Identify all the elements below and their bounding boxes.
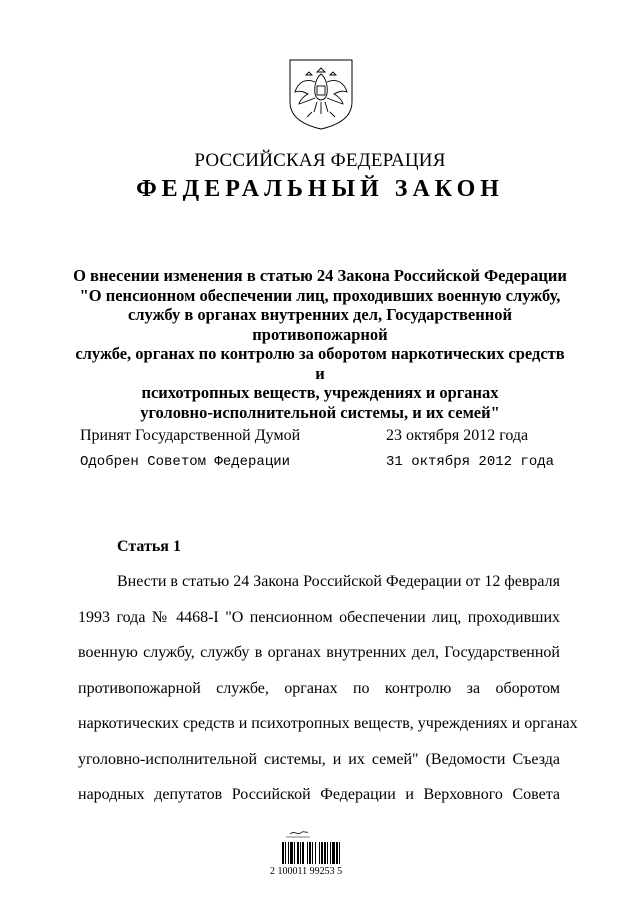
article-body-line: военную службу, службу в органах внутренних дел, Государственной <box>78 644 560 661</box>
article-body-line: уголовно-исполнительной системы, и их семей" (Ведомости Съезда <box>78 750 560 768</box>
barcode-number: 2 100011 99253 5 <box>270 866 343 877</box>
article-body-line: 1993 года № 4468-I "О пенсионном обеспечении лиц, проходивших <box>78 608 560 626</box>
article-body <box>78 564 578 813</box>
coat-of-arms-emblem <box>286 56 356 132</box>
law-title-line: "О пенсионном обеспечении лиц, проходивших военную службу, <box>79 285 561 305</box>
law-title <box>70 266 570 422</box>
law-title-line: психотропных веществ, учреждениях и органах <box>141 383 499 402</box>
law-title-line: службу в органах внутренних дел, Государственной противопожарной <box>127 305 513 344</box>
law-title-line: службе, органах по контролю за оборотом наркотических средств и <box>75 344 565 383</box>
country-name: РОССИЙСКАЯ ФЕДЕРАЦИЯ <box>194 150 446 171</box>
law-title-line: О внесении изменения в статью 24 Закона Российской Федерации <box>73 266 567 285</box>
approval-federation-council-label: Одобрен Советом Федерации <box>80 454 291 470</box>
article-body-line: Внести в статью 24 Закона Российской Федерации от 12 февраля <box>117 573 560 590</box>
adoption-duma-date: 23 октября 2012 года <box>386 427 529 444</box>
article-heading: Статья 1 <box>117 538 181 555</box>
adoption-duma-label: Принят Государственной Думой <box>80 427 301 444</box>
article-body-line: противопожарной службе, органах по контролю за оборотом <box>78 679 560 697</box>
article-body-line: народных депутатов Российской Федерации и Верховного Совета <box>78 786 560 803</box>
approval-federation-council-date: 31 октября 2012 года <box>386 454 555 470</box>
law-kind-heading: ФЕДЕРАЛЬНЫЙ ЗАКОН <box>136 176 504 202</box>
law-title-line: уголовно-исполнительной системы, и их семей" <box>140 402 500 422</box>
article-body-line: наркотических средств и психотропных веществ, учреждениях и органах <box>78 715 578 732</box>
